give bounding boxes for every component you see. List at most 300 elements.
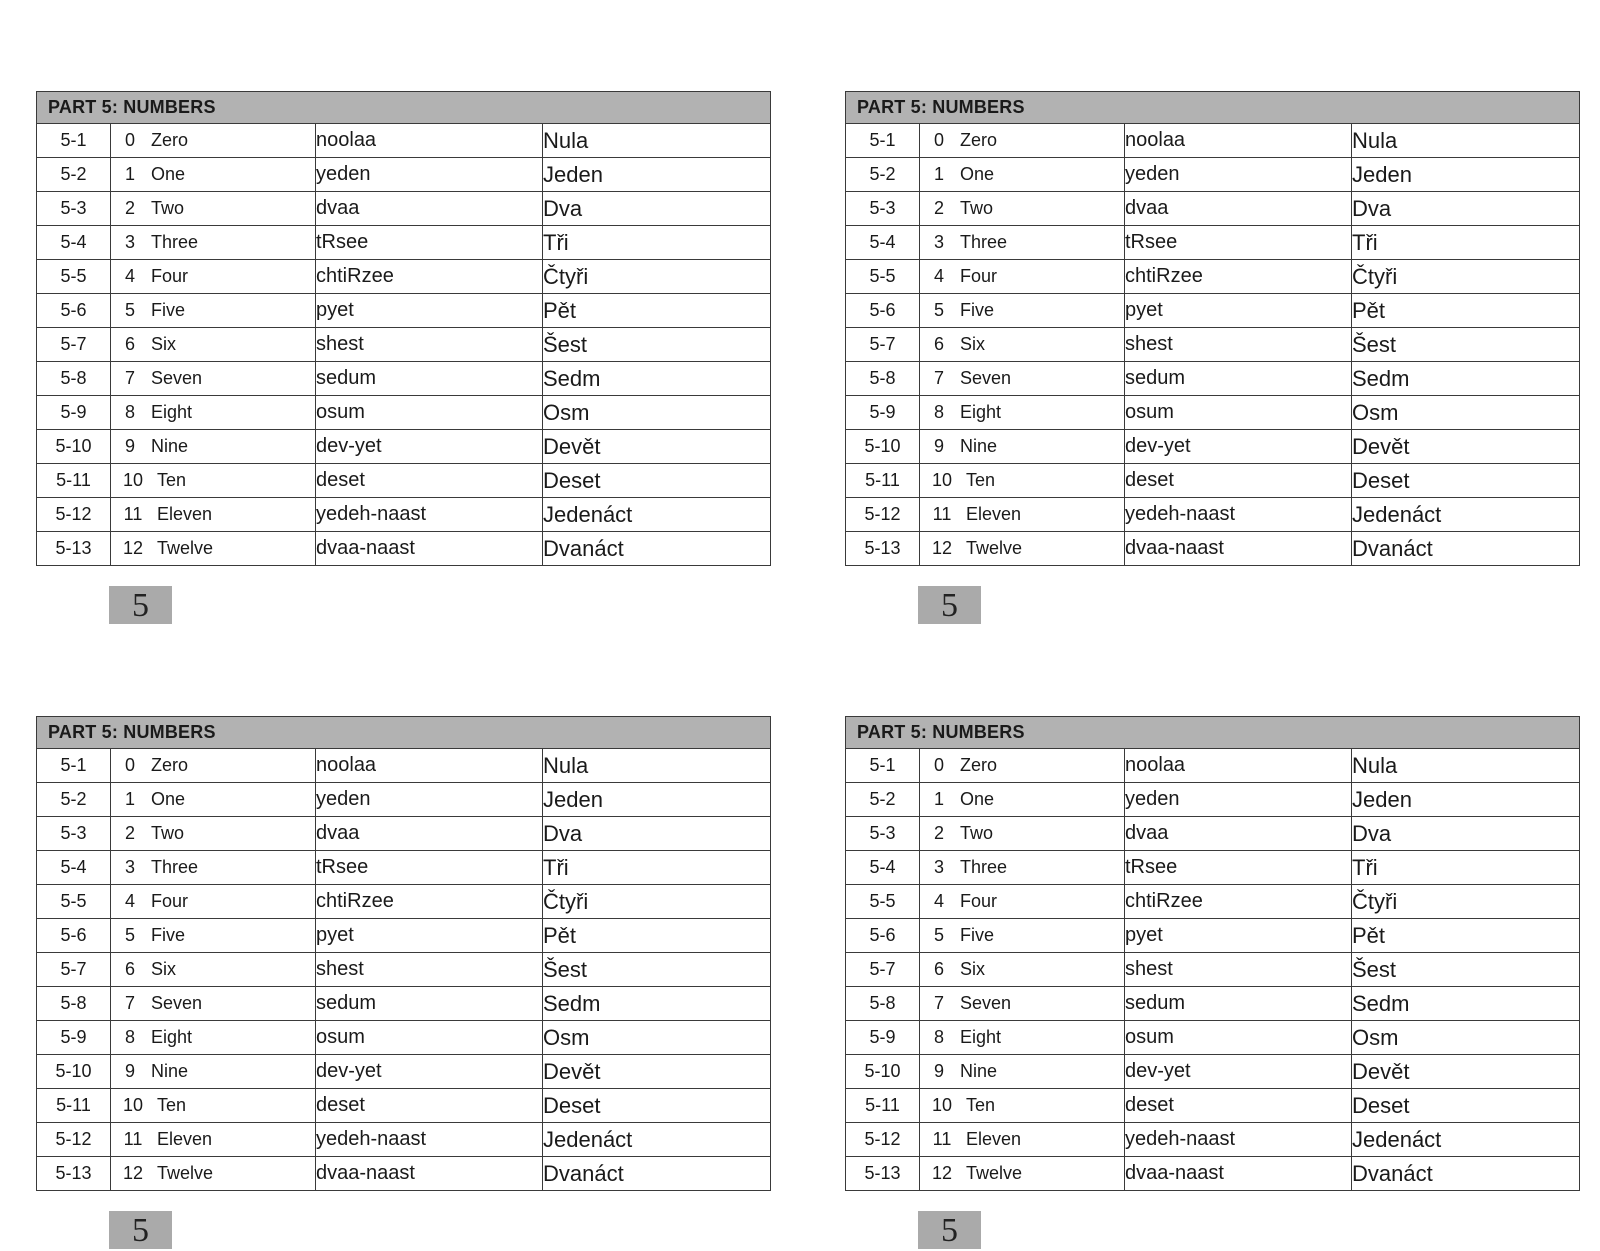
number-cell	[920, 1157, 1125, 1191]
english-word: Three	[151, 232, 199, 252]
entry-code: 5-9	[37, 396, 111, 430]
phonetic-cell: dev-yet	[316, 1055, 543, 1089]
number-cell	[111, 1055, 316, 1089]
phonetic-cell: tRsee	[1125, 851, 1352, 885]
table-row	[37, 294, 771, 328]
entry-code: 5-10	[37, 1055, 111, 1089]
czech-cell: Dva	[543, 192, 771, 226]
vocab-card-top-left	[36, 91, 770, 624]
entry-code: 5-8	[37, 987, 111, 1021]
phonetic-cell: shest	[316, 328, 543, 362]
czech-cell: Sedm	[543, 987, 771, 1021]
english-word: Two	[960, 198, 994, 218]
phonetic-cell: noolaa	[316, 124, 543, 158]
phonetic-cell: deset	[1125, 464, 1352, 498]
numeral: 8	[933, 402, 944, 422]
czech-cell: Jeden	[1352, 158, 1580, 192]
table-row	[846, 1089, 1580, 1123]
number-cell	[920, 783, 1125, 817]
czech-cell: Čtyři	[543, 885, 771, 919]
czech-cell: Devět	[1352, 1055, 1580, 1089]
english-word: Five	[151, 300, 186, 320]
number-cell	[111, 124, 316, 158]
number-cell	[920, 396, 1125, 430]
numeral: 9	[124, 436, 135, 456]
entry-code: 5-1	[846, 749, 920, 783]
entry-code: 5-7	[846, 328, 920, 362]
table-row	[846, 294, 1580, 328]
phonetic-cell: deset	[1125, 1089, 1352, 1123]
number-cell	[111, 294, 316, 328]
english-word: Twelve	[157, 1163, 214, 1183]
numeral: 8	[124, 1027, 135, 1047]
page-number-badge: 5	[918, 586, 981, 624]
number-cell	[111, 158, 316, 192]
number-cell	[920, 192, 1125, 226]
phonetic-cell: chtiRzee	[1125, 885, 1352, 919]
table-row	[37, 192, 771, 226]
number-cell	[920, 226, 1125, 260]
numbers-table	[845, 91, 1580, 566]
number-cell	[920, 1089, 1125, 1123]
phonetic-cell: dev-yet	[1125, 430, 1352, 464]
table-row	[37, 953, 771, 987]
table-row	[846, 260, 1580, 294]
entry-code: 5-1	[37, 124, 111, 158]
entry-code: 5-9	[846, 396, 920, 430]
phonetic-cell: chtiRzee	[1125, 260, 1352, 294]
english-word: Twelve	[966, 1163, 1023, 1183]
table-row	[37, 532, 771, 566]
section-title: PART 5: NUMBERS	[846, 92, 1580, 124]
czech-cell: Devět	[1352, 430, 1580, 464]
english-word: Nine	[960, 436, 998, 456]
entry-code: 5-10	[846, 430, 920, 464]
section-title: PART 5: NUMBERS	[37, 717, 771, 749]
czech-cell: Čtyři	[1352, 260, 1580, 294]
table-row	[846, 532, 1580, 566]
table-row	[37, 851, 771, 885]
numeral: 12	[931, 538, 953, 558]
english-word: Five	[151, 925, 186, 945]
table-row	[37, 1123, 771, 1157]
czech-cell: Čtyři	[1352, 885, 1580, 919]
phonetic-cell: dvaa	[316, 817, 543, 851]
number-cell	[920, 430, 1125, 464]
table-row	[846, 953, 1580, 987]
phonetic-cell: osum	[316, 1021, 543, 1055]
entry-code: 5-12	[846, 1123, 920, 1157]
czech-cell: Deset	[543, 1089, 771, 1123]
czech-cell: Devět	[543, 430, 771, 464]
number-cell	[111, 885, 316, 919]
table-row	[37, 498, 771, 532]
czech-cell: Sedm	[1352, 987, 1580, 1021]
czech-cell: Tři	[543, 851, 771, 885]
czech-cell: Pět	[1352, 294, 1580, 328]
entry-code: 5-13	[846, 1157, 920, 1191]
table-row	[846, 226, 1580, 260]
english-word: Six	[960, 959, 986, 979]
numeral: 4	[933, 266, 944, 286]
entry-code: 5-13	[37, 532, 111, 566]
phonetic-cell: tRsee	[316, 851, 543, 885]
page-number-badge: 5	[109, 586, 172, 624]
numeral: 11	[932, 1129, 952, 1149]
table-row	[37, 919, 771, 953]
czech-cell: Šest	[543, 953, 771, 987]
numeral: 11	[123, 504, 143, 524]
table-row	[846, 396, 1580, 430]
number-cell	[111, 783, 316, 817]
english-word: Three	[151, 857, 199, 877]
czech-cell: Pět	[543, 294, 771, 328]
english-word: Seven	[151, 368, 203, 388]
number-cell	[111, 1123, 316, 1157]
number-cell	[111, 919, 316, 953]
vocab-card-bottom-right	[845, 716, 1579, 1249]
english-word: Seven	[960, 368, 1012, 388]
entry-code: 5-10	[37, 430, 111, 464]
number-cell	[111, 532, 316, 566]
table-row	[846, 498, 1580, 532]
page-number-badge: 5	[109, 1211, 172, 1249]
table-row	[846, 919, 1580, 953]
entry-code: 5-5	[37, 260, 111, 294]
czech-cell: Tři	[1352, 851, 1580, 885]
numeral: 10	[931, 1095, 953, 1115]
number-cell	[920, 1123, 1125, 1157]
czech-cell: Jeden	[1352, 783, 1580, 817]
number-cell	[920, 987, 1125, 1021]
czech-cell: Osm	[1352, 1021, 1580, 1055]
english-word: One	[960, 164, 995, 184]
table-row	[37, 1157, 771, 1191]
number-cell	[920, 953, 1125, 987]
phonetic-cell: dvaa-naast	[1125, 1157, 1352, 1191]
entry-code: 5-11	[37, 1089, 111, 1123]
czech-cell: Tři	[1352, 226, 1580, 260]
czech-cell: Dvanáct	[1352, 532, 1580, 566]
vocab-card-top-right	[845, 91, 1579, 624]
table-row	[37, 124, 771, 158]
czech-cell: Dva	[543, 817, 771, 851]
czech-cell: Osm	[1352, 396, 1580, 430]
numeral: 0	[124, 130, 135, 150]
english-word: Eleven	[966, 1129, 1022, 1149]
number-cell	[920, 919, 1125, 953]
numeral: 3	[933, 232, 944, 252]
phonetic-cell: tRsee	[1125, 226, 1352, 260]
english-word: Ten	[966, 1095, 996, 1115]
phonetic-cell: chtiRzee	[316, 260, 543, 294]
phonetic-cell: deset	[316, 1089, 543, 1123]
czech-cell: Nula	[1352, 749, 1580, 783]
number-cell	[920, 885, 1125, 919]
entry-code: 5-5	[846, 260, 920, 294]
entry-code: 5-12	[37, 1123, 111, 1157]
phonetic-cell: yeden	[1125, 158, 1352, 192]
table-row	[37, 783, 771, 817]
entry-code: 5-8	[37, 362, 111, 396]
section-title: PART 5: NUMBERS	[37, 92, 771, 124]
entry-code: 5-10	[846, 1055, 920, 1089]
entry-code: 5-5	[846, 885, 920, 919]
czech-cell: Devět	[543, 1055, 771, 1089]
phonetic-cell: deset	[316, 464, 543, 498]
number-cell	[111, 396, 316, 430]
numeral: 0	[124, 755, 135, 775]
table-row	[37, 464, 771, 498]
entry-code: 5-7	[846, 953, 920, 987]
table-row	[846, 783, 1580, 817]
table-row	[846, 1123, 1580, 1157]
numeral: 2	[933, 198, 944, 218]
czech-cell: Pět	[543, 919, 771, 953]
czech-cell: Tři	[543, 226, 771, 260]
phonetic-cell: dvaa-naast	[316, 1157, 543, 1191]
entry-code: 5-3	[846, 192, 920, 226]
czech-cell: Sedm	[1352, 362, 1580, 396]
entry-code: 5-6	[37, 294, 111, 328]
entry-code: 5-3	[37, 817, 111, 851]
numeral: 7	[124, 368, 135, 388]
numeral: 5	[933, 300, 944, 320]
number-cell	[111, 464, 316, 498]
numeral: 5	[124, 300, 135, 320]
table-row	[846, 1157, 1580, 1191]
entry-code: 5-8	[846, 987, 920, 1021]
english-word: Nine	[151, 436, 189, 456]
phonetic-cell: yedeh-naast	[1125, 498, 1352, 532]
numeral: 9	[933, 436, 944, 456]
english-word: Four	[960, 266, 998, 286]
phonetic-cell: dvaa-naast	[1125, 532, 1352, 566]
number-cell	[111, 1157, 316, 1191]
table-row	[846, 851, 1580, 885]
number-cell	[920, 124, 1125, 158]
english-word: Five	[960, 300, 995, 320]
english-word: Ten	[966, 470, 996, 490]
english-word: Three	[960, 857, 1008, 877]
number-cell	[111, 430, 316, 464]
table-row	[846, 464, 1580, 498]
numeral: 5	[933, 925, 944, 945]
english-word: One	[151, 164, 186, 184]
phonetic-cell: yedeh-naast	[1125, 1123, 1352, 1157]
phonetic-cell: pyet	[316, 294, 543, 328]
czech-cell: Šest	[1352, 953, 1580, 987]
czech-cell: Šest	[1352, 328, 1580, 362]
numeral: 4	[124, 266, 135, 286]
english-word: Nine	[151, 1061, 189, 1081]
czech-cell: Osm	[543, 396, 771, 430]
phonetic-cell: tRsee	[316, 226, 543, 260]
phonetic-cell: chtiRzee	[316, 885, 543, 919]
numeral: 12	[931, 1163, 953, 1183]
english-word: Eight	[960, 402, 1002, 422]
english-word: Eleven	[157, 504, 213, 524]
numeral: 2	[933, 823, 944, 843]
english-word: Eight	[960, 1027, 1002, 1047]
numeral: 6	[124, 334, 135, 354]
numeral: 1	[124, 164, 135, 184]
numeral: 6	[124, 959, 135, 979]
table-row	[37, 1021, 771, 1055]
phonetic-cell: sedum	[316, 362, 543, 396]
numeral: 7	[933, 368, 944, 388]
english-word: Seven	[151, 993, 203, 1013]
phonetic-cell: yedeh-naast	[316, 1123, 543, 1157]
table-row	[37, 158, 771, 192]
numeral: 6	[933, 959, 944, 979]
number-cell	[111, 817, 316, 851]
english-word: Eleven	[966, 504, 1022, 524]
phonetic-cell: osum	[316, 396, 543, 430]
phonetic-cell: dvaa	[316, 192, 543, 226]
czech-cell: Jeden	[543, 783, 771, 817]
english-word: Six	[151, 334, 177, 354]
phonetic-cell: osum	[1125, 396, 1352, 430]
table-row	[37, 749, 771, 783]
entry-code: 5-4	[37, 226, 111, 260]
czech-cell: Nula	[543, 749, 771, 783]
entry-code: 5-4	[846, 851, 920, 885]
section-title: PART 5: NUMBERS	[846, 717, 1580, 749]
numeral: 11	[123, 1129, 143, 1149]
english-word: Four	[960, 891, 998, 911]
numeral: 7	[124, 993, 135, 1013]
phonetic-cell: pyet	[316, 919, 543, 953]
entry-code: 5-2	[37, 783, 111, 817]
number-cell	[920, 294, 1125, 328]
number-cell	[111, 260, 316, 294]
czech-cell: Deset	[1352, 464, 1580, 498]
entry-code: 5-11	[37, 464, 111, 498]
number-cell	[111, 851, 316, 885]
czech-cell: Sedm	[543, 362, 771, 396]
phonetic-cell: dvaa-naast	[316, 532, 543, 566]
number-cell	[920, 158, 1125, 192]
phonetic-cell: dev-yet	[316, 430, 543, 464]
english-word: Twelve	[966, 538, 1023, 558]
english-word: Zero	[960, 130, 998, 150]
phonetic-cell: noolaa	[1125, 124, 1352, 158]
number-cell	[920, 749, 1125, 783]
entry-code: 5-4	[37, 851, 111, 885]
number-cell	[920, 464, 1125, 498]
english-word: One	[960, 789, 995, 809]
phonetic-cell: pyet	[1125, 294, 1352, 328]
numeral: 9	[933, 1061, 944, 1081]
numeral: 10	[122, 1095, 144, 1115]
english-word: Seven	[960, 993, 1012, 1013]
entry-code: 5-7	[37, 953, 111, 987]
numeral: 3	[933, 857, 944, 877]
phonetic-cell: yedeh-naast	[316, 498, 543, 532]
numeral: 2	[124, 198, 135, 218]
english-word: Eight	[151, 402, 193, 422]
table-row	[846, 192, 1580, 226]
czech-cell: Nula	[1352, 124, 1580, 158]
numeral: 10	[122, 470, 144, 490]
number-cell	[920, 362, 1125, 396]
czech-cell: Šest	[543, 328, 771, 362]
entry-code: 5-13	[846, 532, 920, 566]
phonetic-cell: yeden	[316, 783, 543, 817]
entry-code: 5-9	[846, 1021, 920, 1055]
number-cell	[920, 1021, 1125, 1055]
phonetic-cell: dvaa	[1125, 192, 1352, 226]
numeral: 12	[122, 538, 144, 558]
english-word: Zero	[151, 130, 189, 150]
entry-code: 5-6	[846, 919, 920, 953]
numeral: 0	[933, 755, 944, 775]
page-number-badge: 5	[918, 1211, 981, 1249]
czech-cell: Deset	[1352, 1089, 1580, 1123]
english-word: Zero	[151, 755, 189, 775]
english-word: Twelve	[157, 538, 214, 558]
english-word: Six	[151, 959, 177, 979]
entry-code: 5-3	[37, 192, 111, 226]
phonetic-cell: noolaa	[316, 749, 543, 783]
phonetic-cell: sedum	[1125, 987, 1352, 1021]
numbers-table	[845, 716, 1580, 1191]
entry-code: 5-11	[846, 464, 920, 498]
czech-cell: Deset	[543, 464, 771, 498]
entry-code: 5-1	[846, 124, 920, 158]
czech-cell: Dvanáct	[543, 532, 771, 566]
table-row	[846, 328, 1580, 362]
english-word: Three	[960, 232, 1008, 252]
english-word: Four	[151, 266, 189, 286]
numeral: 1	[124, 789, 135, 809]
english-word: Two	[960, 823, 994, 843]
english-word: One	[151, 789, 186, 809]
entry-code: 5-2	[37, 158, 111, 192]
number-cell	[111, 749, 316, 783]
number-cell	[111, 1089, 316, 1123]
table-row	[846, 1055, 1580, 1089]
czech-cell: Jedenáct	[543, 498, 771, 532]
czech-cell: Dva	[1352, 192, 1580, 226]
number-cell	[111, 226, 316, 260]
czech-cell: Jedenáct	[1352, 1123, 1580, 1157]
number-cell	[111, 498, 316, 532]
numeral: 11	[932, 504, 952, 524]
entry-code: 5-13	[37, 1157, 111, 1191]
czech-cell: Osm	[543, 1021, 771, 1055]
entry-code: 5-3	[846, 817, 920, 851]
czech-cell: Dvanáct	[1352, 1157, 1580, 1191]
table-row	[846, 430, 1580, 464]
entry-code: 5-12	[37, 498, 111, 532]
english-word: Two	[151, 198, 185, 218]
table-row	[846, 124, 1580, 158]
table-row	[37, 987, 771, 1021]
table-row	[37, 817, 771, 851]
phonetic-cell: osum	[1125, 1021, 1352, 1055]
number-cell	[111, 192, 316, 226]
entry-code: 5-11	[846, 1089, 920, 1123]
numeral: 0	[933, 130, 944, 150]
numeral: 2	[124, 823, 135, 843]
number-cell	[920, 498, 1125, 532]
numeral: 4	[124, 891, 135, 911]
english-word: Ten	[157, 470, 187, 490]
table-row	[37, 362, 771, 396]
numeral: 8	[124, 402, 135, 422]
